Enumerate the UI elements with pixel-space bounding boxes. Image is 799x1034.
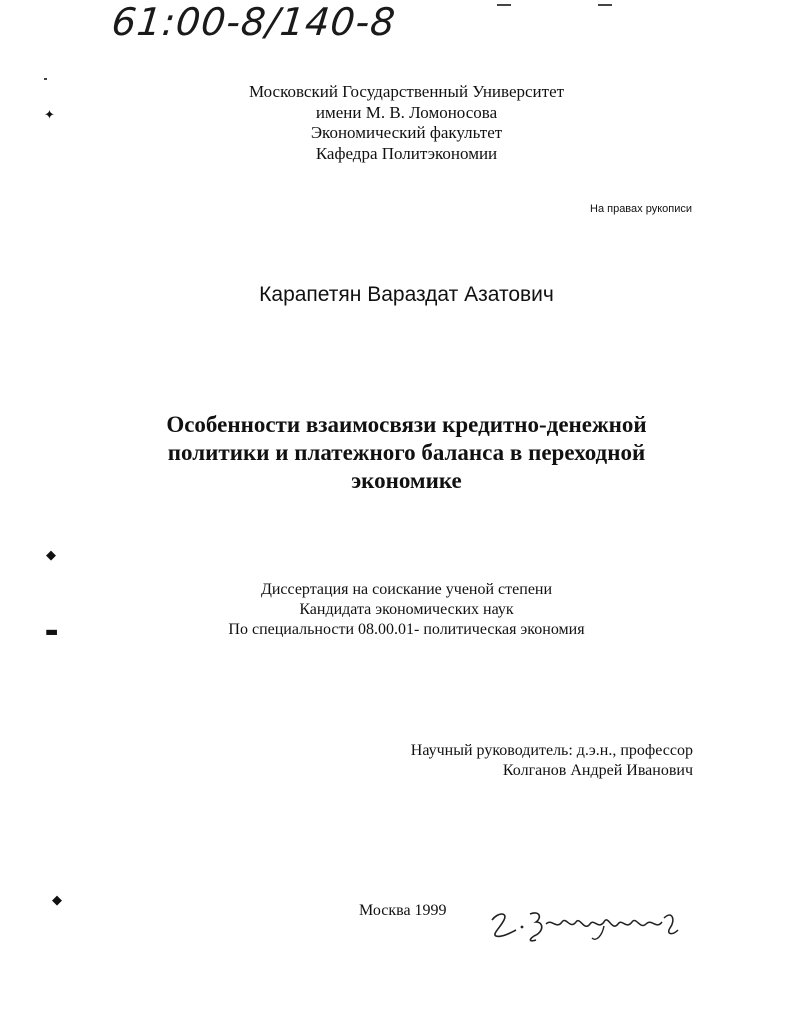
degree-line-1: Диссертация на соискание ученой степени xyxy=(260,581,553,598)
degree-statement xyxy=(0,580,799,640)
university-name: Московский Государственный Университет xyxy=(248,82,565,101)
degree-line-2: Кандидата экономических наук xyxy=(299,601,514,618)
university-header xyxy=(0,82,799,164)
margin-mark-arrow: ✦ xyxy=(44,108,55,123)
scan-artifact xyxy=(44,78,47,80)
handwritten-catalog-number: 61:00-8/140-8 xyxy=(109,0,398,44)
scan-artifact xyxy=(598,4,612,6)
manuscript-rights-note: На правах рукописи xyxy=(590,203,692,215)
title-line-1: Особенности взаимосвязи кредитно-денежной xyxy=(166,412,647,437)
degree-line-3: По специальности 08.00.01- политическая экономия xyxy=(228,621,585,638)
supervisor-info xyxy=(411,741,693,781)
handwritten-signature xyxy=(486,900,682,944)
university-named-after: имени М. В. Ломоносова xyxy=(315,102,498,122)
supervisor-title: Научный руководитель: д.э.н., профессор xyxy=(410,742,693,759)
author-name: Карапетян Вараздат Азатович xyxy=(259,283,554,306)
title-line-3: экономике xyxy=(351,468,462,493)
dissertation-title xyxy=(0,411,799,495)
department-name: Кафедра Политэкономии xyxy=(315,143,498,163)
city-and-year: Москва 1999 xyxy=(359,902,447,919)
title-line-2: политики и платежного баланса в переходной xyxy=(167,440,646,465)
scan-artifact xyxy=(497,4,511,6)
margin-mark-dash: ▬ xyxy=(45,624,59,640)
faculty-name: Экономический факультет xyxy=(310,123,503,142)
margin-mark-bullet: ◆ xyxy=(52,893,62,908)
supervisor-name: Колганов Андрей Иванович xyxy=(502,762,693,779)
margin-mark-bullet: ◆ xyxy=(46,548,56,563)
